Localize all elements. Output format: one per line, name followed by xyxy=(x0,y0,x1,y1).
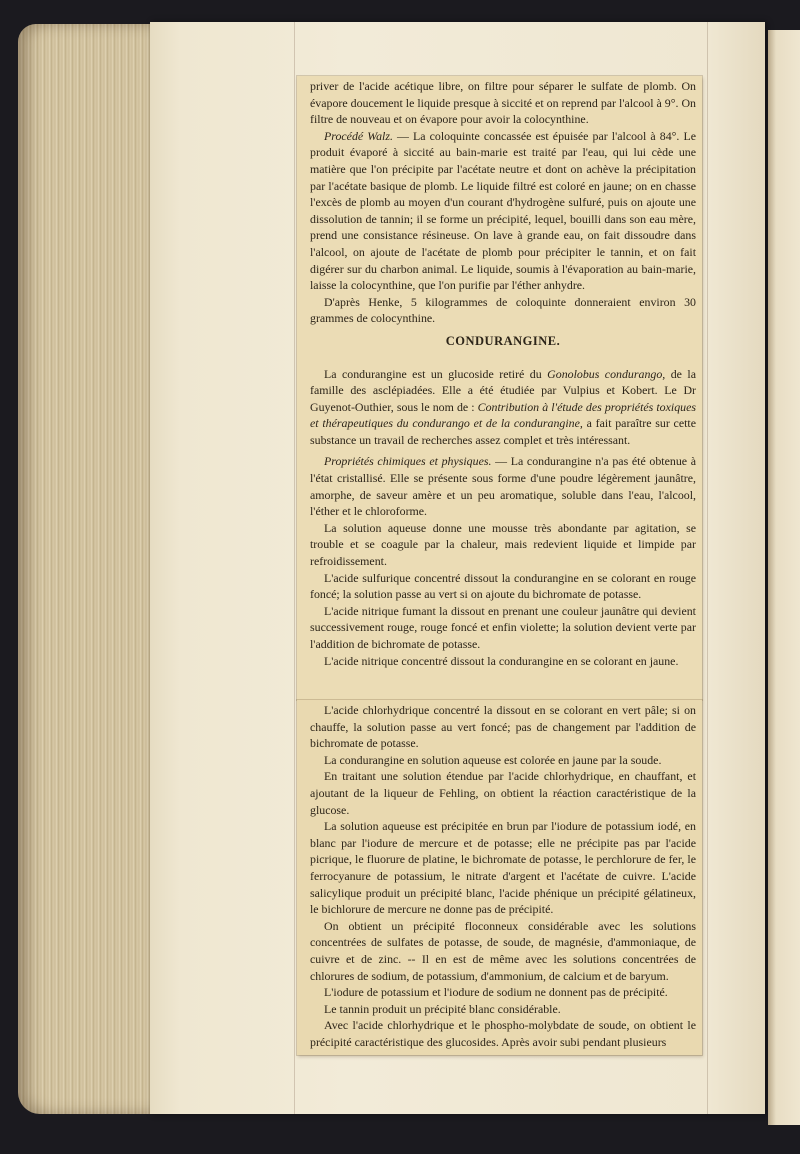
paragraph-acide-chlorhydrique: L'acide chlorhydrique concentré la dissout en se colorant en vert pâle; si on chauffe, la solution passe au vert foncé; pas de changement par l'addition de bichromate de potasse. xyxy=(310,703,696,751)
paragraph-proprietes: Propriétés chimiques et physiques. — La condurangine n'a pas été obtenue à l'état cristallisé. Elle se présente sous forme d'une poudre légèrement jaunâtre, amorphe, de saveur amère et un peu aromatique, soluble dans l'eau, l'alcool, l'éther et le chloroforme. xyxy=(310,454,696,519)
page-stack-edge xyxy=(18,24,168,1114)
paragraph-phospho-molybdate: Avec l'acide chlorhydrique et le phospho-molybdate de soude, on obtient le précipité caractéristique des glucosides. Après avoir subi pendant plusieurs xyxy=(310,1018,696,1049)
margin-rule xyxy=(294,22,295,1114)
proprietes-label: Propriétés chimiques et physiques. xyxy=(324,454,492,469)
margin-rule xyxy=(707,22,708,1114)
paragraph-tannin: Le tannin produit un précipité blanc considérable. xyxy=(324,1001,561,1016)
paragraph-acide-nitrique: L'acide nitrique concentré dissout la condurangine en se colorant en jaune. xyxy=(324,653,679,668)
paragraph-henke: D'après Henke, 5 kilogrammes de coloquinte donneraient environ 30 grammes de colocynthine. xyxy=(310,294,696,326)
section-heading-condurangine: CONDURANGINE. xyxy=(445,333,561,348)
paragraph-colocynthine-end: priver de l'acide acétique libre, on filtre pour séparer le sulfate de plomb. On évapore doucement le liquide presque à siccité et on reprend par l'alcool à 9°. On filtre de nouveau et on évapore pour avoir la colocynthine. xyxy=(310,79,696,127)
paragraph-soude: La condurangine en solution aqueuse est colorée en jaune par la soude. xyxy=(324,752,662,767)
procede-walz-label: Procédé Walz. xyxy=(324,128,393,143)
paragraph-fehling: En traitant une solution étendue par l'acide chlorhydrique, en chauffant, et ajoutant de la liqueur de Fehling, on obtient la réaction caractéristique de la glucose. xyxy=(310,769,696,817)
pasted-clipping-top xyxy=(297,76,702,700)
paragraph-solution-aqueuse: La solution aqueuse donne une mousse très abondante par agitation, se trouble et se coagule par la chaleur, mais redevient liquide et limpide par refroidissement. xyxy=(310,520,696,569)
facing-page-edge xyxy=(768,30,800,1125)
paragraph-condurangine-intro: La condurangine est un glucoside retiré du Gonolobus condurango, de la famille des asclépiadées. Elle a été étudiée par Vulpius et Kobert. Le Dr Guyenot-Outhier, sous le nom de : Contribution à l'étude des propriétés toxiques et thérapeutiques du condurango et de la condurangine, a fait paraître sur cette substance un travail de recherches assez complet et très intéressant. xyxy=(310,366,697,447)
paragraph-acide-nitrique-fumant: L'acide nitrique fumant la dissout en prenant une couleur jaunâtre qui devient successivement rouge, rouge foncé et enfin violette; la solution devient verte par l'addition de bichromate de potasse. xyxy=(310,603,696,651)
paragraph-precipite-floconneux: On obtient un précipité floconneux considérable avec les solutions concentrées de sulfates de potasse, de soude, de magnésie, d'ammoniaque, de cuivre et de zinc. -- Il en est de même avec les solutions concentrées de chlorures de sodium, de potassium, d'ammonium, de calcium et de baryum. xyxy=(310,918,696,983)
paragraph-iodure-potassium-iode: La solution aqueuse est précipitée en brun par l'iodure de potassium iodé, en blanc par l'iodure de mercure et de potasse; elle ne précipite pas par l'acide picrique, le fluorure de platine, le bichromate de potasse, le perchlorure de fer, le ferrocyanure de potassium, le nitrate d'argent et l'acétate de cuivre. L'acide salicylique produit un précipité blanc, l'acide phénique un précipité gélatineux, le bichlorure de mercure ne donne pas de précipité. xyxy=(310,819,696,917)
paragraph-procede-walz: Procédé Walz. — La coloquinte concassée est épuisée par l'alcool à 84°. Le produit évaporé à siccité au bain-marie est traité par l'eau, qui lui cède une matière que l'on précipite par l'acétate neutre et dont on achève la précipitation par l'acétate basique de plomb. Le liquide filtré est coloré en jaune; on en chasse l'excès de plomb au moyen d'un courant d'hydrogène sulfuré, puis on ajoute une dissolution de tannin; il se forme un précipité, lequel, bouilli dans son eau mère, prend une consistance résineuse. On lave à grande eau, on fait dissoudre dans l'alcool, on ajoute de l'acétate de plomb pour précipiter le tannin, et on fait digérer sur du charbon animal. Le liquide, soumis à l'évaporation au bain-marie, laisse la colocynthine, que l'on purifie par l'éther anhydre. xyxy=(310,128,696,293)
paragraph-iodures: L'iodure de potassium et l'iodure de sodium ne donnent pas de précipité. xyxy=(324,985,668,1000)
pasted-clipping-bottom xyxy=(297,700,702,1055)
paragraph-acide-sulfurique: L'acide sulfurique concentré dissout la condurangine en se colorant en rouge foncé; la solution passe au vert si on ajoute du bichromate de potasse. xyxy=(310,570,696,602)
